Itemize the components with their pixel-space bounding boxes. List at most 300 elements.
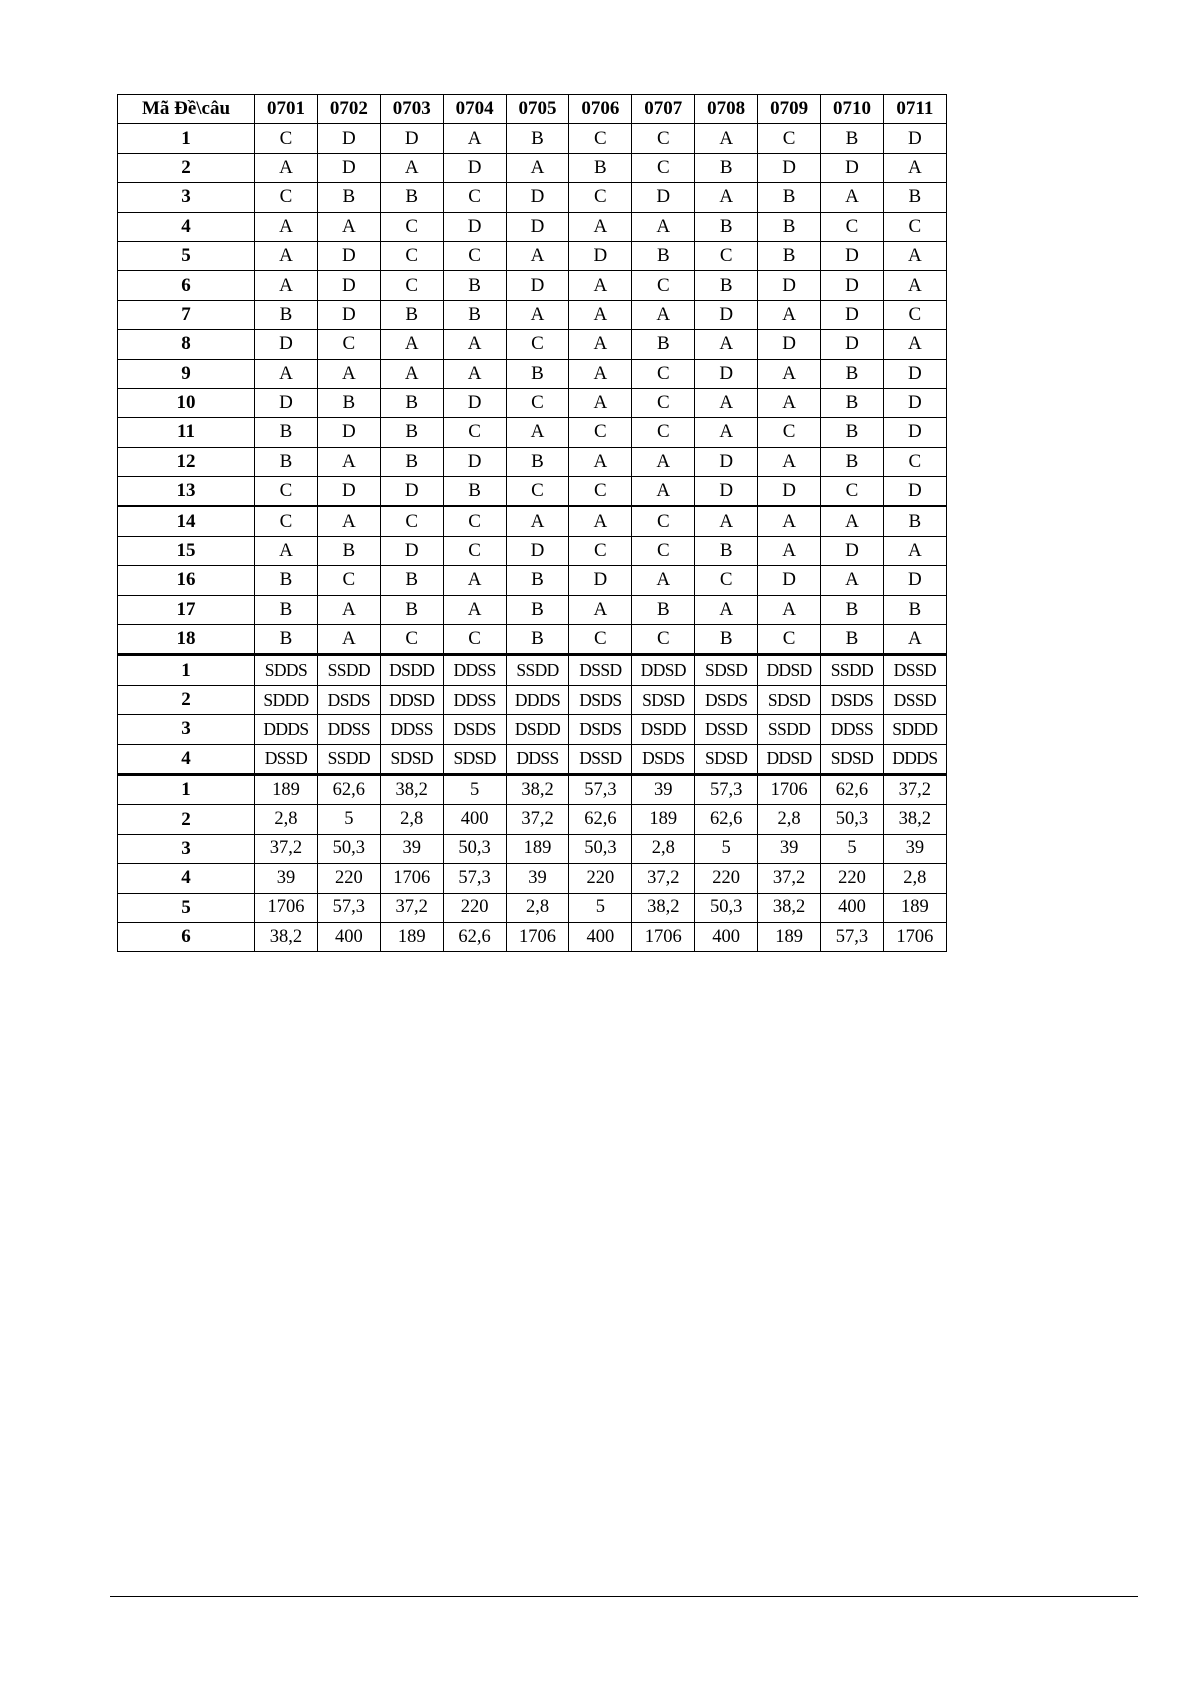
answer-cell: D bbox=[506, 536, 569, 565]
answer-cell: 1706 bbox=[506, 922, 569, 951]
answer-cell: A bbox=[506, 241, 569, 270]
answer-cell: A bbox=[443, 566, 506, 595]
question-number-cell: 16 bbox=[118, 566, 255, 595]
answer-cell: 39 bbox=[255, 864, 318, 893]
answer-cell: B bbox=[380, 447, 443, 476]
answer-cell: 62,6 bbox=[569, 805, 632, 834]
answer-cell: 400 bbox=[821, 893, 884, 922]
part3-row bbox=[118, 774, 947, 804]
header-label-cell: Mã Đề\câu bbox=[118, 95, 255, 124]
question-number-cell: 4 bbox=[118, 212, 255, 241]
question-number-cell: 4 bbox=[118, 744, 255, 774]
answer-cell: 39 bbox=[632, 774, 695, 804]
part1-row bbox=[118, 212, 947, 241]
answer-cell: DSSD bbox=[695, 715, 758, 744]
question-number-cell: 1 bbox=[118, 655, 255, 685]
answer-cell: B bbox=[380, 183, 443, 212]
answer-cell: A bbox=[317, 359, 380, 388]
answer-cell: 2,8 bbox=[255, 805, 318, 834]
question-number-cell: 5 bbox=[118, 893, 255, 922]
answer-cell: DSSD bbox=[569, 744, 632, 774]
answer-cell: SDSD bbox=[821, 744, 884, 774]
answer-cell: 38,2 bbox=[632, 893, 695, 922]
answer-cell: DDSD bbox=[758, 744, 821, 774]
answer-cell: A bbox=[380, 330, 443, 359]
answer-cell: C bbox=[569, 124, 632, 153]
answer-cell: 39 bbox=[380, 834, 443, 863]
part1-row bbox=[118, 447, 947, 476]
answer-cell: C bbox=[632, 388, 695, 417]
answer-cell: 5 bbox=[317, 805, 380, 834]
answer-cell: A bbox=[317, 447, 380, 476]
exam-code-header: 0702 bbox=[317, 95, 380, 124]
part1-row bbox=[118, 359, 947, 388]
part1-row bbox=[118, 506, 947, 536]
answer-cell: A bbox=[255, 153, 318, 182]
answer-cell: SSDD bbox=[317, 744, 380, 774]
answer-cell: B bbox=[380, 566, 443, 595]
answer-cell: D bbox=[506, 183, 569, 212]
answer-cell: 2,8 bbox=[632, 834, 695, 863]
answer-cell: B bbox=[758, 183, 821, 212]
answer-cell: A bbox=[883, 625, 946, 655]
answer-cell: C bbox=[506, 388, 569, 417]
answer-cell: 50,3 bbox=[443, 834, 506, 863]
answer-cell: C bbox=[317, 566, 380, 595]
part2-row bbox=[118, 685, 947, 714]
answer-cell: 189 bbox=[380, 922, 443, 951]
answer-cell: D bbox=[758, 477, 821, 507]
answer-cell: SDSD bbox=[695, 655, 758, 685]
answer-cell: SDDD bbox=[883, 715, 946, 744]
answer-cell: DDSS bbox=[506, 744, 569, 774]
answer-cell: C bbox=[821, 477, 884, 507]
answer-cell: DSSD bbox=[255, 744, 318, 774]
answer-cell: D bbox=[317, 418, 380, 447]
part3-row bbox=[118, 922, 947, 951]
answer-cell: DDSD bbox=[380, 685, 443, 714]
answer-cell: A bbox=[695, 506, 758, 536]
answer-cell: SSDD bbox=[758, 715, 821, 744]
answer-cell: SDSD bbox=[380, 744, 443, 774]
answer-cell: 38,2 bbox=[758, 893, 821, 922]
part1-row bbox=[118, 153, 947, 182]
answer-cell: B bbox=[758, 212, 821, 241]
answer-cell: 50,3 bbox=[821, 805, 884, 834]
answer-cell: C bbox=[632, 536, 695, 565]
answer-cell: A bbox=[695, 183, 758, 212]
answer-cell: 2,8 bbox=[506, 893, 569, 922]
question-number-cell: 2 bbox=[118, 153, 255, 182]
answer-cell: C bbox=[632, 418, 695, 447]
answer-cell: 38,2 bbox=[883, 805, 946, 834]
answer-cell: A bbox=[506, 153, 569, 182]
answer-cell: 37,2 bbox=[255, 834, 318, 863]
answer-cell: B bbox=[255, 625, 318, 655]
answer-cell: B bbox=[695, 212, 758, 241]
answer-cell: C bbox=[632, 271, 695, 300]
question-number-cell: 15 bbox=[118, 536, 255, 565]
answer-cell: A bbox=[883, 536, 946, 565]
answer-cell: A bbox=[883, 241, 946, 270]
answer-cell: C bbox=[821, 212, 884, 241]
exam-code-header: 0708 bbox=[695, 95, 758, 124]
answer-cell: C bbox=[380, 271, 443, 300]
answer-cell: 220 bbox=[821, 864, 884, 893]
answer-cell: D bbox=[443, 153, 506, 182]
answer-cell: C bbox=[380, 506, 443, 536]
answer-cell: C bbox=[506, 477, 569, 507]
answer-cell: A bbox=[695, 388, 758, 417]
answer-cell: B bbox=[506, 124, 569, 153]
question-number-cell: 4 bbox=[118, 864, 255, 893]
answer-cell: A bbox=[569, 388, 632, 417]
part1-multiple-choice-section bbox=[118, 124, 947, 655]
answer-cell: 400 bbox=[695, 922, 758, 951]
answer-cell: B bbox=[506, 359, 569, 388]
answer-cell: 62,6 bbox=[317, 774, 380, 804]
part1-row bbox=[118, 595, 947, 624]
part1-row bbox=[118, 330, 947, 359]
answer-cell: B bbox=[317, 183, 380, 212]
answer-cell: A bbox=[317, 506, 380, 536]
answer-cell: D bbox=[758, 271, 821, 300]
answer-cell: D bbox=[821, 241, 884, 270]
answer-cell: D bbox=[569, 241, 632, 270]
answer-cell: D bbox=[695, 300, 758, 329]
answer-cell: B bbox=[821, 595, 884, 624]
answer-cell: B bbox=[506, 566, 569, 595]
answer-cell: DSDS bbox=[632, 744, 695, 774]
answer-cell: DSDS bbox=[443, 715, 506, 744]
answer-cell: DSDS bbox=[317, 685, 380, 714]
answer-cell: B bbox=[632, 241, 695, 270]
answer-cell: C bbox=[443, 536, 506, 565]
answer-cell: C bbox=[569, 536, 632, 565]
answer-cell: D bbox=[758, 566, 821, 595]
answer-cell: C bbox=[758, 625, 821, 655]
answer-cell: DDDS bbox=[255, 715, 318, 744]
answer-cell: D bbox=[758, 153, 821, 182]
answer-cell: A bbox=[821, 566, 884, 595]
answer-cell: C bbox=[758, 124, 821, 153]
answer-cell: A bbox=[255, 536, 318, 565]
answer-cell: 189 bbox=[758, 922, 821, 951]
part1-row bbox=[118, 536, 947, 565]
answer-cell: DSDS bbox=[569, 715, 632, 744]
answer-cell: SDSD bbox=[695, 744, 758, 774]
answer-cell: C bbox=[443, 625, 506, 655]
question-number-cell: 3 bbox=[118, 834, 255, 863]
answer-cell: DSSD bbox=[883, 655, 946, 685]
answer-cell: DDSS bbox=[317, 715, 380, 744]
answer-cell: D bbox=[317, 300, 380, 329]
answer-cell: A bbox=[883, 153, 946, 182]
answer-cell: A bbox=[883, 330, 946, 359]
answer-cell: 5 bbox=[695, 834, 758, 863]
part1-row bbox=[118, 183, 947, 212]
answer-cell: D bbox=[255, 388, 318, 417]
part1-row bbox=[118, 271, 947, 300]
answer-cell: B bbox=[821, 359, 884, 388]
answer-cell: D bbox=[443, 388, 506, 417]
part2-true-false-section bbox=[118, 655, 947, 775]
part3-row bbox=[118, 864, 947, 893]
question-number-cell: 14 bbox=[118, 506, 255, 536]
answer-cell: 189 bbox=[632, 805, 695, 834]
answer-cell: A bbox=[443, 330, 506, 359]
part1-row bbox=[118, 566, 947, 595]
answer-cell: DSDD bbox=[632, 715, 695, 744]
question-number-cell: 2 bbox=[118, 685, 255, 714]
answer-cell: D bbox=[821, 536, 884, 565]
answer-cell: B bbox=[695, 536, 758, 565]
answer-cell: D bbox=[821, 300, 884, 329]
answer-cell: 1706 bbox=[883, 922, 946, 951]
answer-cell: B bbox=[443, 271, 506, 300]
answer-cell: A bbox=[380, 359, 443, 388]
answer-cell: C bbox=[883, 212, 946, 241]
answer-cell: A bbox=[821, 506, 884, 536]
answer-cell: D bbox=[443, 212, 506, 241]
answer-cell: DSDS bbox=[695, 685, 758, 714]
answer-cell: 39 bbox=[883, 834, 946, 863]
answer-cell: 220 bbox=[695, 864, 758, 893]
answer-cell: D bbox=[632, 183, 695, 212]
answer-cell: SSDD bbox=[506, 655, 569, 685]
answer-cell: D bbox=[883, 418, 946, 447]
question-number-cell: 1 bbox=[118, 774, 255, 804]
question-number-cell: 12 bbox=[118, 447, 255, 476]
answer-cell: SDDS bbox=[255, 655, 318, 685]
answer-cell: B bbox=[443, 300, 506, 329]
answer-cell: C bbox=[443, 241, 506, 270]
answer-cell: D bbox=[821, 153, 884, 182]
answer-cell: SDSD bbox=[443, 744, 506, 774]
answer-cell: DSDS bbox=[821, 685, 884, 714]
answer-cell: DDDS bbox=[883, 744, 946, 774]
answer-cell: A bbox=[380, 153, 443, 182]
question-number-cell: 11 bbox=[118, 418, 255, 447]
part1-row bbox=[118, 625, 947, 655]
exam-code-header: 0705 bbox=[506, 95, 569, 124]
answer-cell: D bbox=[443, 447, 506, 476]
answer-cell: A bbox=[506, 300, 569, 329]
answer-cell: 57,3 bbox=[569, 774, 632, 804]
answer-cell: 400 bbox=[569, 922, 632, 951]
answer-cell: C bbox=[569, 625, 632, 655]
answer-cell: A bbox=[569, 506, 632, 536]
answer-cell: 50,3 bbox=[695, 893, 758, 922]
answer-cell: C bbox=[569, 477, 632, 507]
answer-cell: A bbox=[443, 124, 506, 153]
answer-cell: A bbox=[569, 359, 632, 388]
answer-cell: 220 bbox=[569, 864, 632, 893]
answer-cell: C bbox=[255, 477, 318, 507]
answer-cell: D bbox=[883, 477, 946, 507]
answer-cell: A bbox=[632, 212, 695, 241]
answer-cell: 50,3 bbox=[569, 834, 632, 863]
answer-cell: D bbox=[380, 536, 443, 565]
answer-cell: D bbox=[255, 330, 318, 359]
answer-cell: 5 bbox=[443, 774, 506, 804]
answer-cell: A bbox=[443, 595, 506, 624]
answer-cell: 1706 bbox=[380, 864, 443, 893]
answer-cell: D bbox=[695, 447, 758, 476]
answer-cell: A bbox=[758, 595, 821, 624]
answer-cell: A bbox=[443, 359, 506, 388]
answer-cell: A bbox=[255, 359, 318, 388]
answer-cell: 39 bbox=[758, 834, 821, 863]
answer-cell: B bbox=[758, 241, 821, 270]
answer-cell: B bbox=[695, 271, 758, 300]
question-number-cell: 7 bbox=[118, 300, 255, 329]
answer-cell: B bbox=[821, 124, 884, 153]
answer-cell: A bbox=[758, 506, 821, 536]
answer-cell: 1706 bbox=[632, 922, 695, 951]
answer-cell: 37,2 bbox=[883, 774, 946, 804]
answer-cell: C bbox=[632, 359, 695, 388]
answer-cell: 39 bbox=[506, 864, 569, 893]
answer-cell: B bbox=[883, 595, 946, 624]
part3-short-answer-section bbox=[118, 774, 947, 951]
answer-cell: 57,3 bbox=[317, 893, 380, 922]
answer-cell: C bbox=[255, 124, 318, 153]
answer-key-table bbox=[117, 94, 947, 952]
answer-cell: 2,8 bbox=[380, 805, 443, 834]
answer-cell: A bbox=[255, 271, 318, 300]
part2-row bbox=[118, 744, 947, 774]
answer-cell: 5 bbox=[821, 834, 884, 863]
answer-cell: 57,3 bbox=[821, 922, 884, 951]
answer-cell: A bbox=[821, 183, 884, 212]
answer-cell: 220 bbox=[443, 893, 506, 922]
question-number-cell: 18 bbox=[118, 625, 255, 655]
answer-cell: C bbox=[569, 418, 632, 447]
answer-cell: DDSD bbox=[758, 655, 821, 685]
answer-cell: B bbox=[632, 595, 695, 624]
answer-cell: 57,3 bbox=[443, 864, 506, 893]
answer-cell: C bbox=[255, 506, 318, 536]
question-number-cell: 3 bbox=[118, 715, 255, 744]
answer-cell: B bbox=[821, 388, 884, 417]
answer-cell: 57,3 bbox=[695, 774, 758, 804]
answer-cell: A bbox=[569, 330, 632, 359]
answer-cell: B bbox=[821, 447, 884, 476]
answer-cell: A bbox=[317, 212, 380, 241]
answer-cell: D bbox=[883, 359, 946, 388]
answer-cell: C bbox=[632, 153, 695, 182]
answer-cell: A bbox=[569, 212, 632, 241]
answer-cell: D bbox=[317, 124, 380, 153]
exam-code-header: 0710 bbox=[821, 95, 884, 124]
answer-cell: D bbox=[317, 241, 380, 270]
answer-cell: C bbox=[758, 418, 821, 447]
answer-cell: C bbox=[695, 241, 758, 270]
answer-cell: 62,6 bbox=[443, 922, 506, 951]
answer-cell: A bbox=[569, 447, 632, 476]
answer-cell: A bbox=[758, 359, 821, 388]
answer-cell: DSDD bbox=[506, 715, 569, 744]
answer-cell: 2,8 bbox=[883, 864, 946, 893]
answer-cell: DDDS bbox=[506, 685, 569, 714]
answer-cell: D bbox=[821, 330, 884, 359]
answer-cell: D bbox=[569, 566, 632, 595]
answer-cell: C bbox=[443, 418, 506, 447]
part1-row bbox=[118, 124, 947, 153]
answer-cell: A bbox=[632, 447, 695, 476]
answer-cell: D bbox=[883, 388, 946, 417]
question-number-cell: 2 bbox=[118, 805, 255, 834]
answer-cell: C bbox=[443, 506, 506, 536]
answer-cell: C bbox=[443, 183, 506, 212]
part1-row bbox=[118, 418, 947, 447]
answer-cell: B bbox=[317, 536, 380, 565]
answer-cell: A bbox=[317, 625, 380, 655]
answer-cell: 50,3 bbox=[317, 834, 380, 863]
part3-row bbox=[118, 893, 947, 922]
answer-cell: D bbox=[695, 359, 758, 388]
answer-cell: 5 bbox=[569, 893, 632, 922]
answer-cell: C bbox=[380, 625, 443, 655]
answer-cell: 189 bbox=[506, 834, 569, 863]
question-number-cell: 1 bbox=[118, 124, 255, 153]
answer-cell: C bbox=[883, 300, 946, 329]
answer-cell: C bbox=[632, 625, 695, 655]
answer-cell: B bbox=[569, 153, 632, 182]
exam-code-header: 0704 bbox=[443, 95, 506, 124]
answer-cell: 220 bbox=[317, 864, 380, 893]
answer-cell: D bbox=[317, 153, 380, 182]
part1-row bbox=[118, 388, 947, 417]
question-number-cell: 9 bbox=[118, 359, 255, 388]
answer-cell: D bbox=[758, 330, 821, 359]
answer-cell: B bbox=[255, 300, 318, 329]
answer-cell: DDSS bbox=[821, 715, 884, 744]
question-number-cell: 8 bbox=[118, 330, 255, 359]
answer-cell: 189 bbox=[883, 893, 946, 922]
answer-cell: A bbox=[506, 506, 569, 536]
answer-cell: B bbox=[380, 388, 443, 417]
answer-cell: DDSS bbox=[443, 685, 506, 714]
answer-cell: A bbox=[758, 300, 821, 329]
answer-cell: 38,2 bbox=[255, 922, 318, 951]
answer-cell: A bbox=[632, 566, 695, 595]
answer-cell: 38,2 bbox=[506, 774, 569, 804]
answer-cell: B bbox=[380, 418, 443, 447]
answer-cell: A bbox=[695, 330, 758, 359]
answer-cell: A bbox=[758, 388, 821, 417]
question-number-cell: 13 bbox=[118, 477, 255, 507]
answer-cell: B bbox=[255, 447, 318, 476]
answer-cell: A bbox=[695, 418, 758, 447]
exam-code-header: 0711 bbox=[883, 95, 946, 124]
answer-cell: SDSD bbox=[632, 685, 695, 714]
exam-code-header: 0701 bbox=[255, 95, 318, 124]
answer-cell: B bbox=[821, 625, 884, 655]
question-number-cell: 10 bbox=[118, 388, 255, 417]
answer-cell: D bbox=[821, 271, 884, 300]
answer-cell: 37,2 bbox=[380, 893, 443, 922]
answer-cell: D bbox=[317, 271, 380, 300]
part2-row bbox=[118, 715, 947, 744]
answer-cell: A bbox=[758, 536, 821, 565]
answer-cell: SDDD bbox=[255, 685, 318, 714]
part2-row bbox=[118, 655, 947, 685]
answer-cell: C bbox=[380, 212, 443, 241]
answer-cell: A bbox=[569, 271, 632, 300]
exam-code-header: 0703 bbox=[380, 95, 443, 124]
